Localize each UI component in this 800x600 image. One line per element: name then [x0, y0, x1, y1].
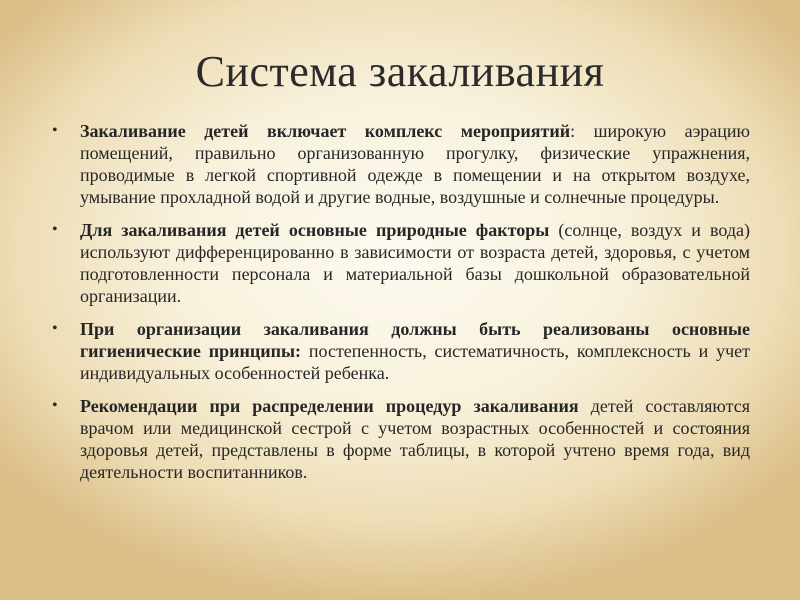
bullet-list — [50, 120, 750, 494]
list-item — [50, 219, 750, 307]
list-item — [50, 395, 750, 483]
item-body-text: : широкую аэрацию помещений, правильно организованную прогулку, физические упражнения, проводимые в легкой спортивной одежде в помещении и на открытом воздухе, умывание прохладной водой и другие водные, воздушные и солнечные процедуры. — [80, 121, 750, 207]
item-lead-text: Рекомендации при распределении процедур закаливания — [80, 396, 579, 416]
bullet-icon: • — [52, 221, 58, 238]
list-item — [50, 318, 750, 384]
bullet-icon: • — [52, 397, 58, 414]
item-body-text: постепенность, систематичность, комплексность и учет индивидуальных особенностей ребенка. — [80, 341, 750, 383]
item-lead-text: Закаливание детей включает комплекс мероприятий — [80, 121, 571, 141]
item-body-text: (солнце, воздух и вода) используют дифференцированно в зависимости от возраста детей, здоровья, с учетом подготовленности персонала и материальной базы дошкольной образовательной организации. — [80, 220, 751, 306]
bullet-icon: • — [52, 122, 58, 139]
slide-title: Система закаливания — [195, 47, 605, 96]
item-lead-text: При организации закаливания должны быть реализованы основные гигиенические принципы: — [80, 319, 750, 361]
item-lead-text: Для закаливания детей основные природные факторы — [80, 220, 550, 240]
item-body-text: детей составляются врачом или медицинской сестрой с учетом возрастных особенностей и состояния здоровья детей, представлены в форме таблицы, в которой учтено время года, вид деятельности воспитанников. — [80, 396, 750, 482]
list-item — [50, 120, 750, 208]
bullet-icon: • — [52, 320, 58, 337]
